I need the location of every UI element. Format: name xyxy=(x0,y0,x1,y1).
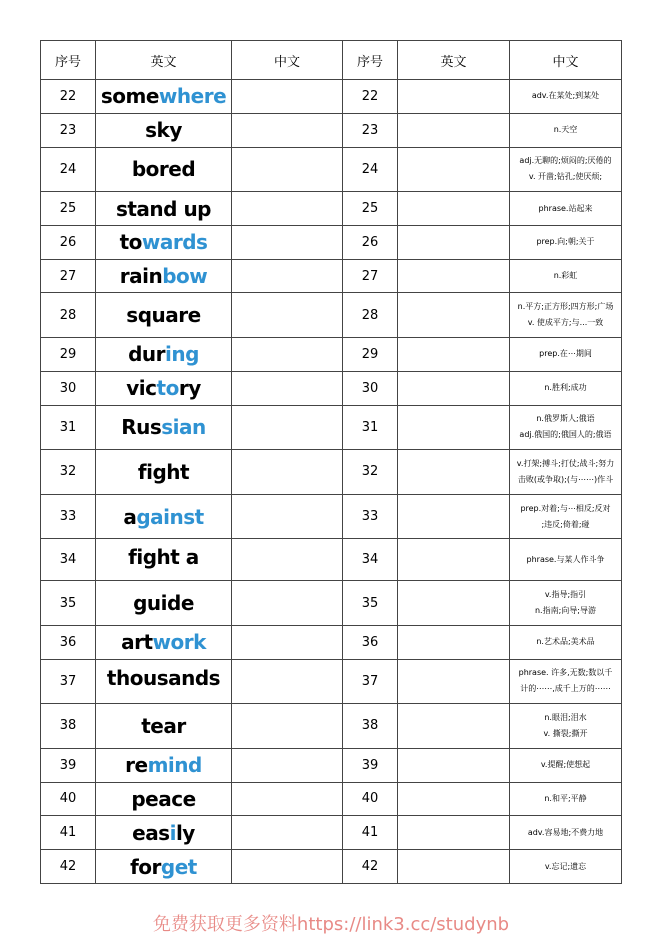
english-word xyxy=(96,225,232,259)
meaning-line: v. 使成平方;与...一致 xyxy=(527,318,604,328)
word-highlight: wards xyxy=(141,230,208,255)
chinese-meaning xyxy=(510,539,622,581)
chinese-meaning xyxy=(510,80,622,114)
english-blank xyxy=(398,371,510,405)
row-number: 33 xyxy=(41,494,96,539)
meaning-line: n.艺术品;美术品 xyxy=(536,637,595,647)
word-segment: thousands xyxy=(106,665,221,690)
row-number: 40 xyxy=(41,782,96,816)
meaning-line: v.打架;搏斗;打仗;战斗;努力 xyxy=(516,458,615,468)
chinese-meaning xyxy=(510,782,622,816)
chinese-blank xyxy=(232,850,343,884)
word-highlight: work xyxy=(152,630,206,655)
chinese-meaning xyxy=(510,338,622,372)
header-chinese: 中文 xyxy=(232,41,343,80)
meaning-line: v. 开凿;钻孔;使厌烦; xyxy=(528,172,603,182)
word-segment: re xyxy=(125,753,148,778)
meaning-line: adj.俄国的;俄国人的;俄语 xyxy=(519,430,612,440)
chinese-blank xyxy=(232,782,343,816)
english-word xyxy=(96,192,232,226)
row-number: 23 xyxy=(41,113,96,147)
table-row xyxy=(41,581,622,626)
english-word xyxy=(96,405,232,450)
row-number-2: 33 xyxy=(343,494,398,539)
chinese-meaning xyxy=(510,192,622,226)
row-number: 31 xyxy=(41,405,96,450)
table-row xyxy=(41,225,622,259)
english-blank xyxy=(398,225,510,259)
row-number: 38 xyxy=(41,704,96,749)
word-segment: square xyxy=(126,303,201,328)
table-row xyxy=(41,405,622,450)
meaning-line: adj.无聊的;烦闷的;厌倦的 xyxy=(519,156,612,166)
row-number-2: 36 xyxy=(343,625,398,659)
english-blank xyxy=(398,113,510,147)
chinese-blank xyxy=(232,581,343,626)
word-segment: sky xyxy=(145,118,182,143)
word-segment: fight xyxy=(137,459,190,484)
english-blank xyxy=(398,405,510,450)
chinese-blank xyxy=(232,113,343,147)
english-word xyxy=(96,371,232,405)
word-segment: some xyxy=(100,84,159,109)
row-number: 34 xyxy=(41,539,96,581)
table-row xyxy=(41,659,622,704)
vocabulary-table xyxy=(40,40,622,884)
english-word xyxy=(96,850,232,884)
chinese-blank xyxy=(232,371,343,405)
meaning-line: n.俄罗斯人;俄语 xyxy=(536,414,595,424)
english-word xyxy=(96,293,232,338)
english-word xyxy=(96,259,232,293)
word-segment: eas xyxy=(132,820,170,845)
chinese-blank xyxy=(232,494,343,539)
meaning-line: n.平方;正方形;四方形;广场 xyxy=(517,302,614,312)
english-word xyxy=(96,659,232,704)
english-blank xyxy=(398,748,510,782)
row-number-2: 41 xyxy=(343,816,398,850)
row-number: 36 xyxy=(41,625,96,659)
chinese-blank xyxy=(232,80,343,114)
english-word xyxy=(96,450,232,495)
word-segment: vic xyxy=(126,376,157,401)
meaning-line: n.眼泪;泪水 xyxy=(544,712,587,722)
header-row xyxy=(41,41,622,80)
header-chinese-2: 中文 xyxy=(510,41,622,80)
english-blank xyxy=(398,450,510,495)
chinese-meaning xyxy=(510,816,622,850)
word-segment: bored xyxy=(131,157,196,182)
row-number: 28 xyxy=(41,293,96,338)
chinese-blank xyxy=(232,293,343,338)
meaning-line: phrase. 许多,无数;数以千 xyxy=(518,668,613,678)
english-blank xyxy=(398,494,510,539)
meaning-line: v.忘记;遗忘 xyxy=(544,861,587,871)
row-number: 35 xyxy=(41,581,96,626)
row-number-2: 34 xyxy=(343,539,398,581)
word-segment: for xyxy=(130,854,161,879)
chinese-meaning xyxy=(510,225,622,259)
row-number: 42 xyxy=(41,850,96,884)
table-row xyxy=(41,494,622,539)
english-blank xyxy=(398,625,510,659)
row-number: 37 xyxy=(41,659,96,704)
word-highlight: bow xyxy=(162,264,208,289)
row-number: 26 xyxy=(41,225,96,259)
meaning-line: adv.容易地;不费力地 xyxy=(527,827,604,837)
table-body xyxy=(41,80,622,884)
chinese-blank xyxy=(232,450,343,495)
header-english-2: 英文 xyxy=(398,41,510,80)
english-blank xyxy=(398,147,510,192)
chinese-blank xyxy=(232,405,343,450)
word-segment: tear xyxy=(141,713,186,738)
chinese-meaning xyxy=(510,659,622,704)
english-word xyxy=(96,147,232,192)
chinese-blank xyxy=(232,225,343,259)
chinese-meaning xyxy=(510,850,622,884)
word-segment: peace xyxy=(131,786,196,811)
footer-promo-text: 免费获取更多资料https://link3.cc/studynb xyxy=(152,914,510,935)
word-segment: a xyxy=(123,504,137,529)
row-number-2: 42 xyxy=(343,850,398,884)
row-number: 30 xyxy=(41,371,96,405)
english-word xyxy=(96,539,232,581)
row-number: 29 xyxy=(41,338,96,372)
meaning-line: ;违反;倚着;碰 xyxy=(541,519,590,529)
chinese-meaning xyxy=(510,259,622,293)
chinese-meaning xyxy=(510,581,622,626)
row-number: 27 xyxy=(41,259,96,293)
meaning-line: n.天空 xyxy=(553,125,578,135)
chinese-blank xyxy=(232,625,343,659)
chinese-meaning xyxy=(510,113,622,147)
english-word xyxy=(96,704,232,749)
chinese-meaning xyxy=(510,293,622,338)
word-segment: rain xyxy=(119,264,163,289)
chinese-blank xyxy=(232,539,343,581)
english-blank xyxy=(398,581,510,626)
english-blank xyxy=(398,293,510,338)
word-highlight: gainst xyxy=(136,504,204,529)
word-highlight: i xyxy=(169,820,176,845)
chinese-blank xyxy=(232,338,343,372)
chinese-meaning xyxy=(510,405,622,450)
english-blank xyxy=(398,192,510,226)
row-number: 24 xyxy=(41,147,96,192)
word-highlight: to xyxy=(156,376,179,401)
chinese-meaning xyxy=(510,494,622,539)
word-segment: dur xyxy=(128,342,165,367)
english-blank xyxy=(398,539,510,581)
word-segment: to xyxy=(119,230,142,255)
word-segment: stand up xyxy=(115,196,212,221)
meaning-line: prep.对着;与⋯相反;反对 xyxy=(520,503,611,513)
english-word xyxy=(96,748,232,782)
meaning-line: v.指导;指引 xyxy=(544,590,587,600)
chinese-blank xyxy=(232,816,343,850)
word-highlight: ing xyxy=(165,342,199,367)
meaning-line: prep.向;朝;关于 xyxy=(536,237,595,247)
chinese-blank xyxy=(232,704,343,749)
table-row xyxy=(41,748,622,782)
table-row xyxy=(41,704,622,749)
english-word xyxy=(96,494,232,539)
word-segment: art xyxy=(121,630,153,655)
english-word xyxy=(96,581,232,626)
row-number-2: 25 xyxy=(343,192,398,226)
table-row xyxy=(41,192,622,226)
table-row xyxy=(41,450,622,495)
word-highlight: sian xyxy=(161,415,206,440)
table-row xyxy=(41,80,622,114)
word-segment: Rus xyxy=(121,415,162,440)
row-number-2: 35 xyxy=(343,581,398,626)
english-word xyxy=(96,338,232,372)
row-number-2: 29 xyxy=(343,338,398,372)
row-number-2: 39 xyxy=(343,748,398,782)
meaning-line: phrase.站起来 xyxy=(538,203,593,213)
row-number-2: 32 xyxy=(343,450,398,495)
english-blank xyxy=(398,850,510,884)
meaning-line: n.指南;向导;导游 xyxy=(534,606,596,616)
table-row xyxy=(41,147,622,192)
chinese-meaning xyxy=(510,371,622,405)
meaning-line: v.提醒;使想起 xyxy=(540,760,591,770)
row-number: 32 xyxy=(41,450,96,495)
chinese-blank xyxy=(232,259,343,293)
english-blank xyxy=(398,782,510,816)
table-row xyxy=(41,816,622,850)
chinese-blank xyxy=(232,748,343,782)
table-row xyxy=(41,371,622,405)
english-word xyxy=(96,80,232,114)
row-number-2: 30 xyxy=(343,371,398,405)
meaning-line: 击败(或争取);(与⋯⋯)作斗 xyxy=(517,474,614,484)
word-segment: fight a xyxy=(128,545,199,570)
table-row xyxy=(41,539,622,581)
word-segment: guide xyxy=(133,591,194,616)
english-blank xyxy=(398,659,510,704)
row-number-2: 28 xyxy=(343,293,398,338)
meaning-line: phrase.与某人作斗争 xyxy=(526,554,605,564)
row-number: 41 xyxy=(41,816,96,850)
chinese-meaning xyxy=(510,450,622,495)
row-number-2: 40 xyxy=(343,782,398,816)
table-row xyxy=(41,293,622,338)
row-number-2: 37 xyxy=(343,659,398,704)
table-row xyxy=(41,850,622,884)
row-number-2: 24 xyxy=(343,147,398,192)
meaning-line: n.胜利;成功 xyxy=(544,383,587,393)
english-word xyxy=(96,625,232,659)
table-row xyxy=(41,338,622,372)
row-number: 39 xyxy=(41,748,96,782)
row-number-2: 27 xyxy=(343,259,398,293)
row-number-2: 26 xyxy=(343,225,398,259)
meaning-line: n.和平;平静 xyxy=(544,793,587,803)
chinese-blank xyxy=(232,147,343,192)
english-word xyxy=(96,113,232,147)
table-row xyxy=(41,113,622,147)
english-blank xyxy=(398,259,510,293)
word-segment: ly xyxy=(175,820,195,845)
chinese-meaning xyxy=(510,625,622,659)
chinese-meaning xyxy=(510,147,622,192)
meaning-line: n.彩虹 xyxy=(553,271,578,281)
header-number-2: 序号 xyxy=(343,41,398,80)
header-number: 序号 xyxy=(41,41,96,80)
table-row xyxy=(41,259,622,293)
table-row xyxy=(41,782,622,816)
chinese-blank xyxy=(232,659,343,704)
english-word xyxy=(96,816,232,850)
meaning-line: 计的⋯⋯,成千上万的⋯⋯ xyxy=(520,684,611,694)
meaning-line: adv.在某处;到某处 xyxy=(531,91,600,101)
english-blank xyxy=(398,816,510,850)
row-number: 22 xyxy=(41,80,96,114)
row-number-2: 22 xyxy=(343,80,398,114)
english-blank xyxy=(398,80,510,114)
row-number-2: 23 xyxy=(343,113,398,147)
english-word xyxy=(96,782,232,816)
chinese-blank xyxy=(232,192,343,226)
word-highlight: mind xyxy=(147,753,202,778)
meaning-line: v. 撕裂;撕开 xyxy=(543,728,588,738)
chinese-meaning xyxy=(510,748,622,782)
table-row xyxy=(41,625,622,659)
word-segment: ry xyxy=(178,376,201,401)
header-english: 英文 xyxy=(96,41,232,80)
meaning-line: prep.在⋯期间 xyxy=(539,349,592,359)
english-blank xyxy=(398,338,510,372)
row-number: 25 xyxy=(41,192,96,226)
row-number-2: 38 xyxy=(343,704,398,749)
english-blank xyxy=(398,704,510,749)
chinese-meaning xyxy=(510,704,622,749)
row-number-2: 31 xyxy=(343,405,398,450)
word-highlight: where xyxy=(158,84,227,109)
word-highlight: get xyxy=(160,854,197,879)
